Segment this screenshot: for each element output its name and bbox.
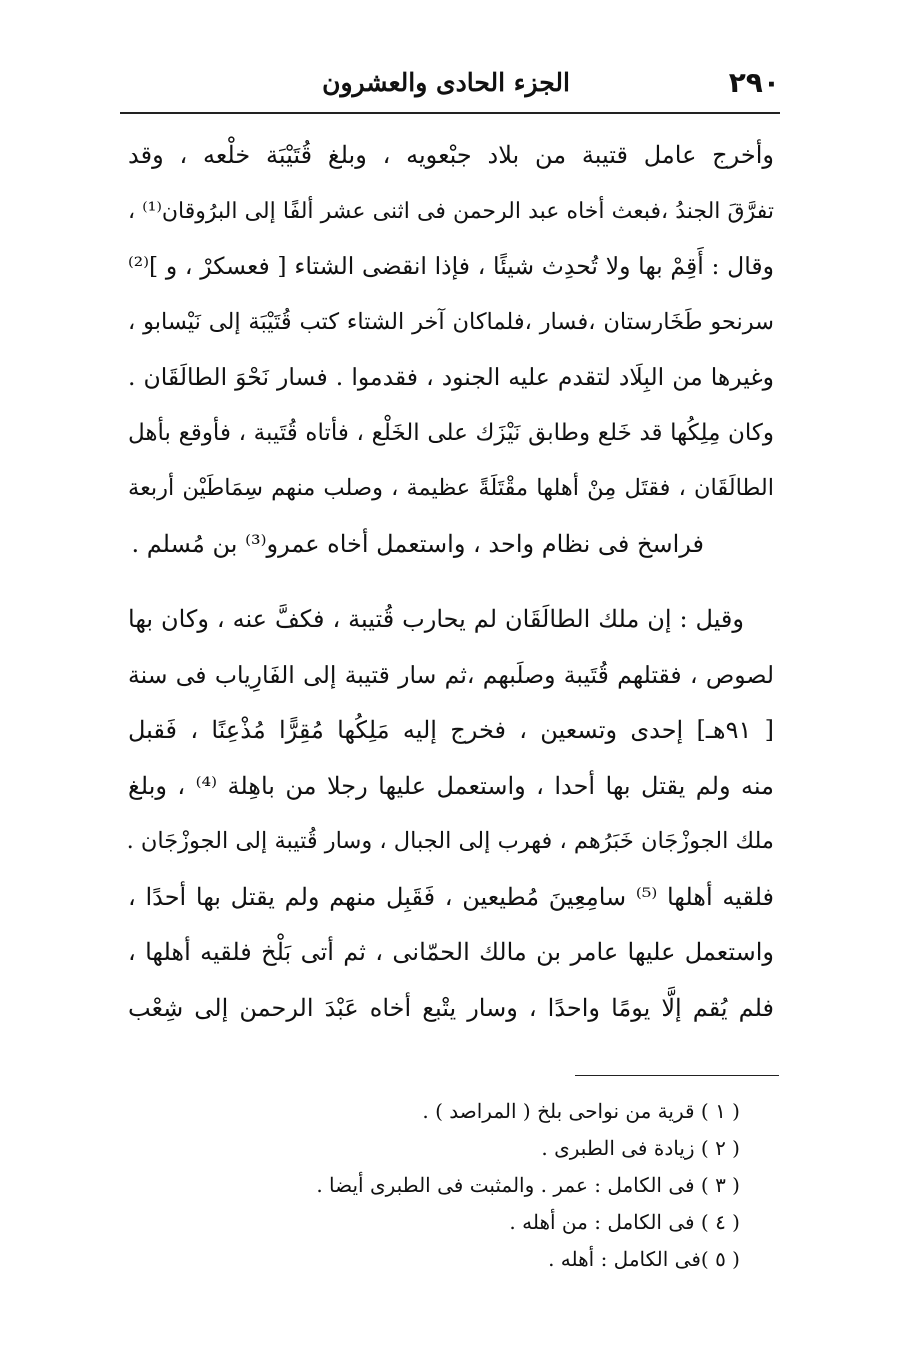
text-line: الطالَقَان ، فقتَل مِنْ أهلها مقْتَلَةً عظيمة ، وصلب منهم سِمَاطَيْن أربعة bbox=[128, 475, 774, 501]
text-line: منه ولم يقتل بها أحدا ، واستعمل عليها رجلا من باهِلة ⁽⁴⁾ ، وبلغ bbox=[128, 771, 774, 800]
footnote: ( ٢ ) زيادة فى الطبرى . bbox=[541, 1136, 740, 1160]
paragraph-2 bbox=[128, 592, 774, 1036]
text-line: وكان مِلِكُها قد خَلع وطابق نَيْزَك على الخَلْع ، فأتاه قُتَيبة ، فأوقع بأهل bbox=[128, 419, 774, 446]
footnotes bbox=[200, 1093, 740, 1278]
text-line: تفرَّقَ الجندُ ،فبعث أخاه عبد الرحمن فى اثنى عشر ألفًا إلى البرُوقان⁽¹⁾ ، bbox=[128, 198, 775, 224]
text-line: [ ٩١هـ] إحدى وتسعين ، فخرج إليه مَلِكُها مُقِرًّا مُذْعِنًا ، فَقبل bbox=[128, 716, 774, 744]
text-line: سرنحو طَخَارستان ،فسار ،فلماكان آخر الشتاء كتب قُتَيْبَة إلى نَيْسابو ، bbox=[128, 308, 774, 335]
footnote: ( ٥ )فى الكامل : أهله . bbox=[548, 1247, 740, 1271]
text-line: لصوص ، فقتلهم قُتَيبة وصلَبهم ،ثم سار قتيبة إلى الفَارِياب فى سنة bbox=[128, 660, 774, 689]
text-line: واستعمل عليها عامر بن مالك الحمّانى ، ثم أتى بَلْخ فلقيه أهلها ، bbox=[128, 938, 774, 966]
running-title: الجزء الحادى والعشرون bbox=[322, 68, 570, 97]
page-header bbox=[120, 62, 780, 102]
text-line: وقيل : إن ملك الطالَقَان لم يحارب قُتيبة ، فكفَّ عنه ، وكان بها bbox=[128, 605, 744, 633]
text-line: وغيرها من البِلَاد لتقدم عليه الجنود ، فقدموا . فسار نَحْوَ الطالَقَان . bbox=[128, 363, 774, 391]
text-line: وقال : أَقِمْ بها ولا تُحدِث شيئًا ، فإذا انقضى الشتاء [ فعسكرْ ، و ]⁽²⁾ bbox=[128, 252, 774, 280]
text-line: ملك الجوزْجَان خَبَرُهم ، فهرب إلى الجبال ، وسار قُتيبة إلى الجوزْجَان . bbox=[126, 828, 774, 854]
footnote: ( ٣ ) فى الكامل : عمر . والمثبت فى الطبرى أيضا . bbox=[316, 1173, 740, 1197]
page-number: ٢٩٠ bbox=[728, 66, 780, 99]
footnote: ( ١ ) قرية من نواحى بلخ ( المراصد ) . bbox=[422, 1099, 740, 1123]
text-line: فلم يُقم إلَّا يومًا واحدًا ، وسار يتْبع أخاه عَبْدَ الرحمن إلى شِعْب bbox=[128, 993, 774, 1022]
footnote-rule bbox=[575, 1075, 779, 1076]
footnote: ( ٤ ) فى الكامل : من أهله . bbox=[509, 1210, 740, 1234]
header-rule bbox=[120, 112, 780, 114]
text-line: فلقيه أهلها ⁽⁵⁾ سامِعِينَ مُطيعين ، فَقَبِل منهم ولم يقتل بها أحدًا ، bbox=[128, 882, 774, 911]
body-text bbox=[128, 128, 774, 1036]
text-line: وأخرج عامل قتيبة من بلاد جبْعويه ، وبلغ قُتَيْبَة خلْعه ، وقد bbox=[128, 141, 774, 169]
text-line: فراسخ فى نظام واحد ، واستعمل أخاه عمرو⁽³⁾ بن مُسلم . bbox=[131, 529, 704, 558]
paragraph-1 bbox=[128, 128, 774, 572]
